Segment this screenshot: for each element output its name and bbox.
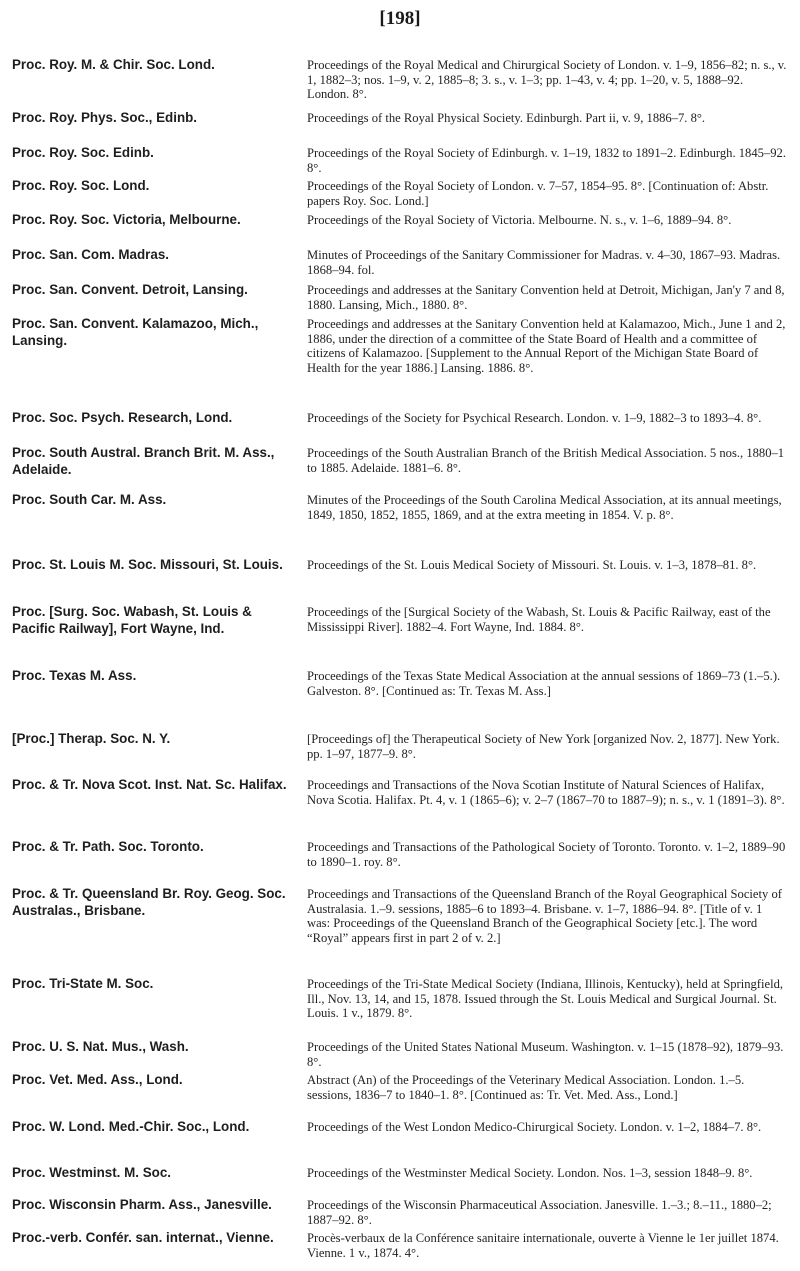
- entry-description: Minutes of Proceedings of the Sanitary Commissioner for Madras. v. 4–30, 1867–93. Madras. 1868–94. fol.: [307, 248, 781, 277]
- entry-abbreviation: Proc. U. S. Nat. Mus., Wash.: [12, 1039, 189, 1054]
- entry-abbreviation: Proc. Tri-State M. Soc.: [12, 976, 154, 991]
- entry-description: Proceedings of the Royal Physical Society. Edinburgh. Part ii, v. 9, 1886–7. 8°.: [307, 111, 706, 125]
- entry-abbreviation: Proc. & Tr. Nova Scot. Inst. Nat. Sc. Halifax.: [12, 777, 287, 792]
- entry-abbreviation: Proc. Texas M. Ass.: [12, 668, 137, 683]
- entry-abbreviation: Proc. & Tr. Queensland Br. Roy. Geog. Soc. Australas., Brisbane.: [12, 886, 286, 918]
- entry-abbreviation: Proc. Soc. Psych. Research, Lond.: [12, 410, 233, 425]
- entry-description: Proceedings of the West London Medico-Chirurgical Society. London. v. 1–2, 1884–7. 8°.: [307, 1120, 762, 1134]
- entry-abbreviation: Proc. Vet. Med. Ass., Lond.: [12, 1072, 183, 1087]
- entry-description: Proceedings of the Royal Medical and Chirurgical Society of London. v. 1–9, 1856–82; n. s., v. 1, 1882–3; nos. 1–9, v. 2, 1885–8; 3. s., v. 1–3; pp. 1–43, v. 4; pp. 1–20, v. 5, 1888–92. London. 8°.: [307, 58, 787, 102]
- entry-abbreviation: [Proc.] Therap. Soc. N. Y.: [12, 731, 171, 746]
- entry-description: Proceedings of the Society for Psychical Research. London. v. 1–9, 1882–3 to 1893–4. 8°.: [307, 411, 762, 425]
- entry-abbreviation: Proc. [Surg. Soc. Wabash, St. Louis & Pacific Railway], Fort Wayne, Ind.: [12, 604, 252, 636]
- entry-abbreviation: Proc. San. Convent. Kalamazoo, Mich., Lansing.: [12, 316, 259, 348]
- entry-abbreviation: Proc. Roy. Soc. Edinb.: [12, 145, 154, 160]
- entry-abbreviation: Proc. Roy. Soc. Victoria, Melbourne.: [12, 212, 241, 227]
- entry-description: Proceedings of the Westminster Medical Society. London. Nos. 1–3, session 1848–9. 8°.: [307, 1166, 753, 1180]
- entry-description: Proceedings of the Tri-State Medical Society (Indiana, Illinois, Kentucky), held at Springfield, Ill., Nov. 13, 14, and 15, 1878. Issued through the St. Louis Medical and Surgical Journal. St. Louis. 1 v., 1879. 8°.: [307, 977, 784, 1021]
- entry-abbreviation: Proc. San. Convent. Detroit, Lansing.: [12, 282, 248, 297]
- entry-description: Proceedings and Transactions of the Nova Scotian Institute of Natural Sciences of Halifax, Nova Scotia. Halifax. Pt. 4, v. 1 (1865–6); v. 2–7 (1867–70 to 1887–9); n. s., v. 1 (1891–3). 8°.: [307, 778, 785, 807]
- entry-description: Proceedings of the Royal Society of Edinburgh. v. 1–19, 1832 to 1891–2. Edinburgh. 1845–92. 8°.: [307, 146, 786, 175]
- entry-abbreviation: Proc. South Austral. Branch Brit. M. Ass., Adelaide.: [12, 445, 275, 477]
- entry-description: Proceedings and Transactions of the Queensland Branch of the Royal Geographical Society of Australasia. 1.–9. sessions, 1885–6 to 1893–4. Brisbane. v. 1–7, 1886–94. 8°. [Title of v. 1 was: Proceedings of the Queensland Branch of the Geographical Society [etc.]. The word “Royal” appears first in part 2 of v. 2.]: [307, 887, 782, 945]
- entry-abbreviation: Proc. W. Lond. Med.-Chir. Soc., Lond.: [12, 1119, 250, 1134]
- entry-description: Proceedings of the United States National Museum. Washington. v. 1–15 (1878–92), 1879–93. 8°.: [307, 1040, 784, 1069]
- entry-abbreviation: Proc. St. Louis M. Soc. Missouri, St. Louis.: [12, 557, 283, 572]
- entry-abbreviation: Proc. Roy. M. & Chir. Soc. Lond.: [12, 57, 215, 72]
- entry-description: Procès-verbaux de la Conférence sanitaire internationale, ouverte à Vienne le 1er juillet 1874. Vienne. 1 v., 1874. 4°.: [307, 1231, 779, 1260]
- entry-description: Proceedings of the Wisconsin Pharmaceutical Association. Janesville. 1.–3.; 8.–11., 1880–2; 1887–92. 8°.: [307, 1198, 772, 1227]
- entry-abbreviation: Proc. Roy. Phys. Soc., Edinb.: [12, 110, 198, 125]
- entry-abbreviation: Proc. Roy. Soc. Lond.: [12, 178, 150, 193]
- entry-abbreviation: Proc. & Tr. Path. Soc. Toronto.: [12, 839, 204, 854]
- entry-description: Proceedings of the Texas State Medical Association at the annual sessions of 1869–73 (1.–5.). Galveston. 8°. [Continued as: Tr. Texas M. Ass.]: [307, 669, 781, 698]
- entry-description: Proceedings of the South Australian Branch of the British Medical Association. 5 nos., 1880–1 to 1885. Adelaide. 1881–6. 8°.: [307, 446, 785, 475]
- entry-description: Abstract (An) of the Proceedings of the Veterinary Medical Association. London. 1.–5. sessions, 1836–7 to 1840–1. 8°. [Continued as: Tr. Vet. Med. Ass., Lond.]: [307, 1073, 745, 1102]
- page-number: [198]: [379, 8, 421, 29]
- entry-description: Proceedings of the [Surgical Society of the Wabash, St. Louis & Pacific Railway, east of the Mississippi River]. 1882–4. Fort Wayne, Ind. 1884. 8°.: [307, 605, 771, 634]
- entry-description: Proceedings and addresses at the Sanitary Convention held at Detroit, Michigan, Jan'y 7 and 8, 1880. Lansing, Mich., 1880. 8°.: [307, 283, 785, 312]
- entry-abbreviation: Proc. Wisconsin Pharm. Ass., Janesville.: [12, 1197, 272, 1212]
- entry-description: Proceedings and Transactions of the Pathological Society of Toronto. Toronto. v. 1–2, 1889–90 to 1890–1. roy. 8°.: [307, 840, 786, 869]
- entry-description: Proceedings and addresses at the Sanitary Convention held at Kalamazoo, Mich., June 1 and 2, 1886, under the direction of a committee of the State Board of Health and a committee of citizens of Kalamazoo. [Supplement to the Annual Report of the Michigan State Board of Health for the year 1886.] Lansing. 1886. 8°.: [307, 317, 786, 375]
- entry-abbreviation: Proc. Westminst. M. Soc.: [12, 1165, 171, 1180]
- entry-description: [Proceedings of] the Therapeutical Society of New York [organized Nov. 2, 1877]. New York. pp. 1–97, 1877–9. 8°.: [307, 732, 780, 761]
- entry-abbreviation: Proc.-verb. Confér. san. internat., Vienne.: [12, 1230, 274, 1245]
- entry-abbreviation: Proc. San. Com. Madras.: [12, 247, 170, 262]
- entry-description: Proceedings of the St. Louis Medical Society of Missouri. St. Louis. v. 1–3, 1878–81. 8°.: [307, 558, 757, 572]
- entry-description: Proceedings of the Royal Society of London. v. 7–57, 1854–95. 8°. [Continuation of: Abstr. papers Roy. Soc. Lond.]: [307, 179, 769, 208]
- entry-abbreviation: Proc. South Car. M. Ass.: [12, 492, 167, 507]
- entry-description: Proceedings of the Royal Society of Victoria. Melbourne. N. s., v. 1–6, 1889–94. 8°.: [307, 213, 732, 227]
- entry-description: Minutes of the Proceedings of the South Carolina Medical Association, at its annual meetings, 1849, 1850, 1852, 1855, 1869, and at the extra meeting in 1854. V. p. 8°.: [307, 493, 782, 522]
